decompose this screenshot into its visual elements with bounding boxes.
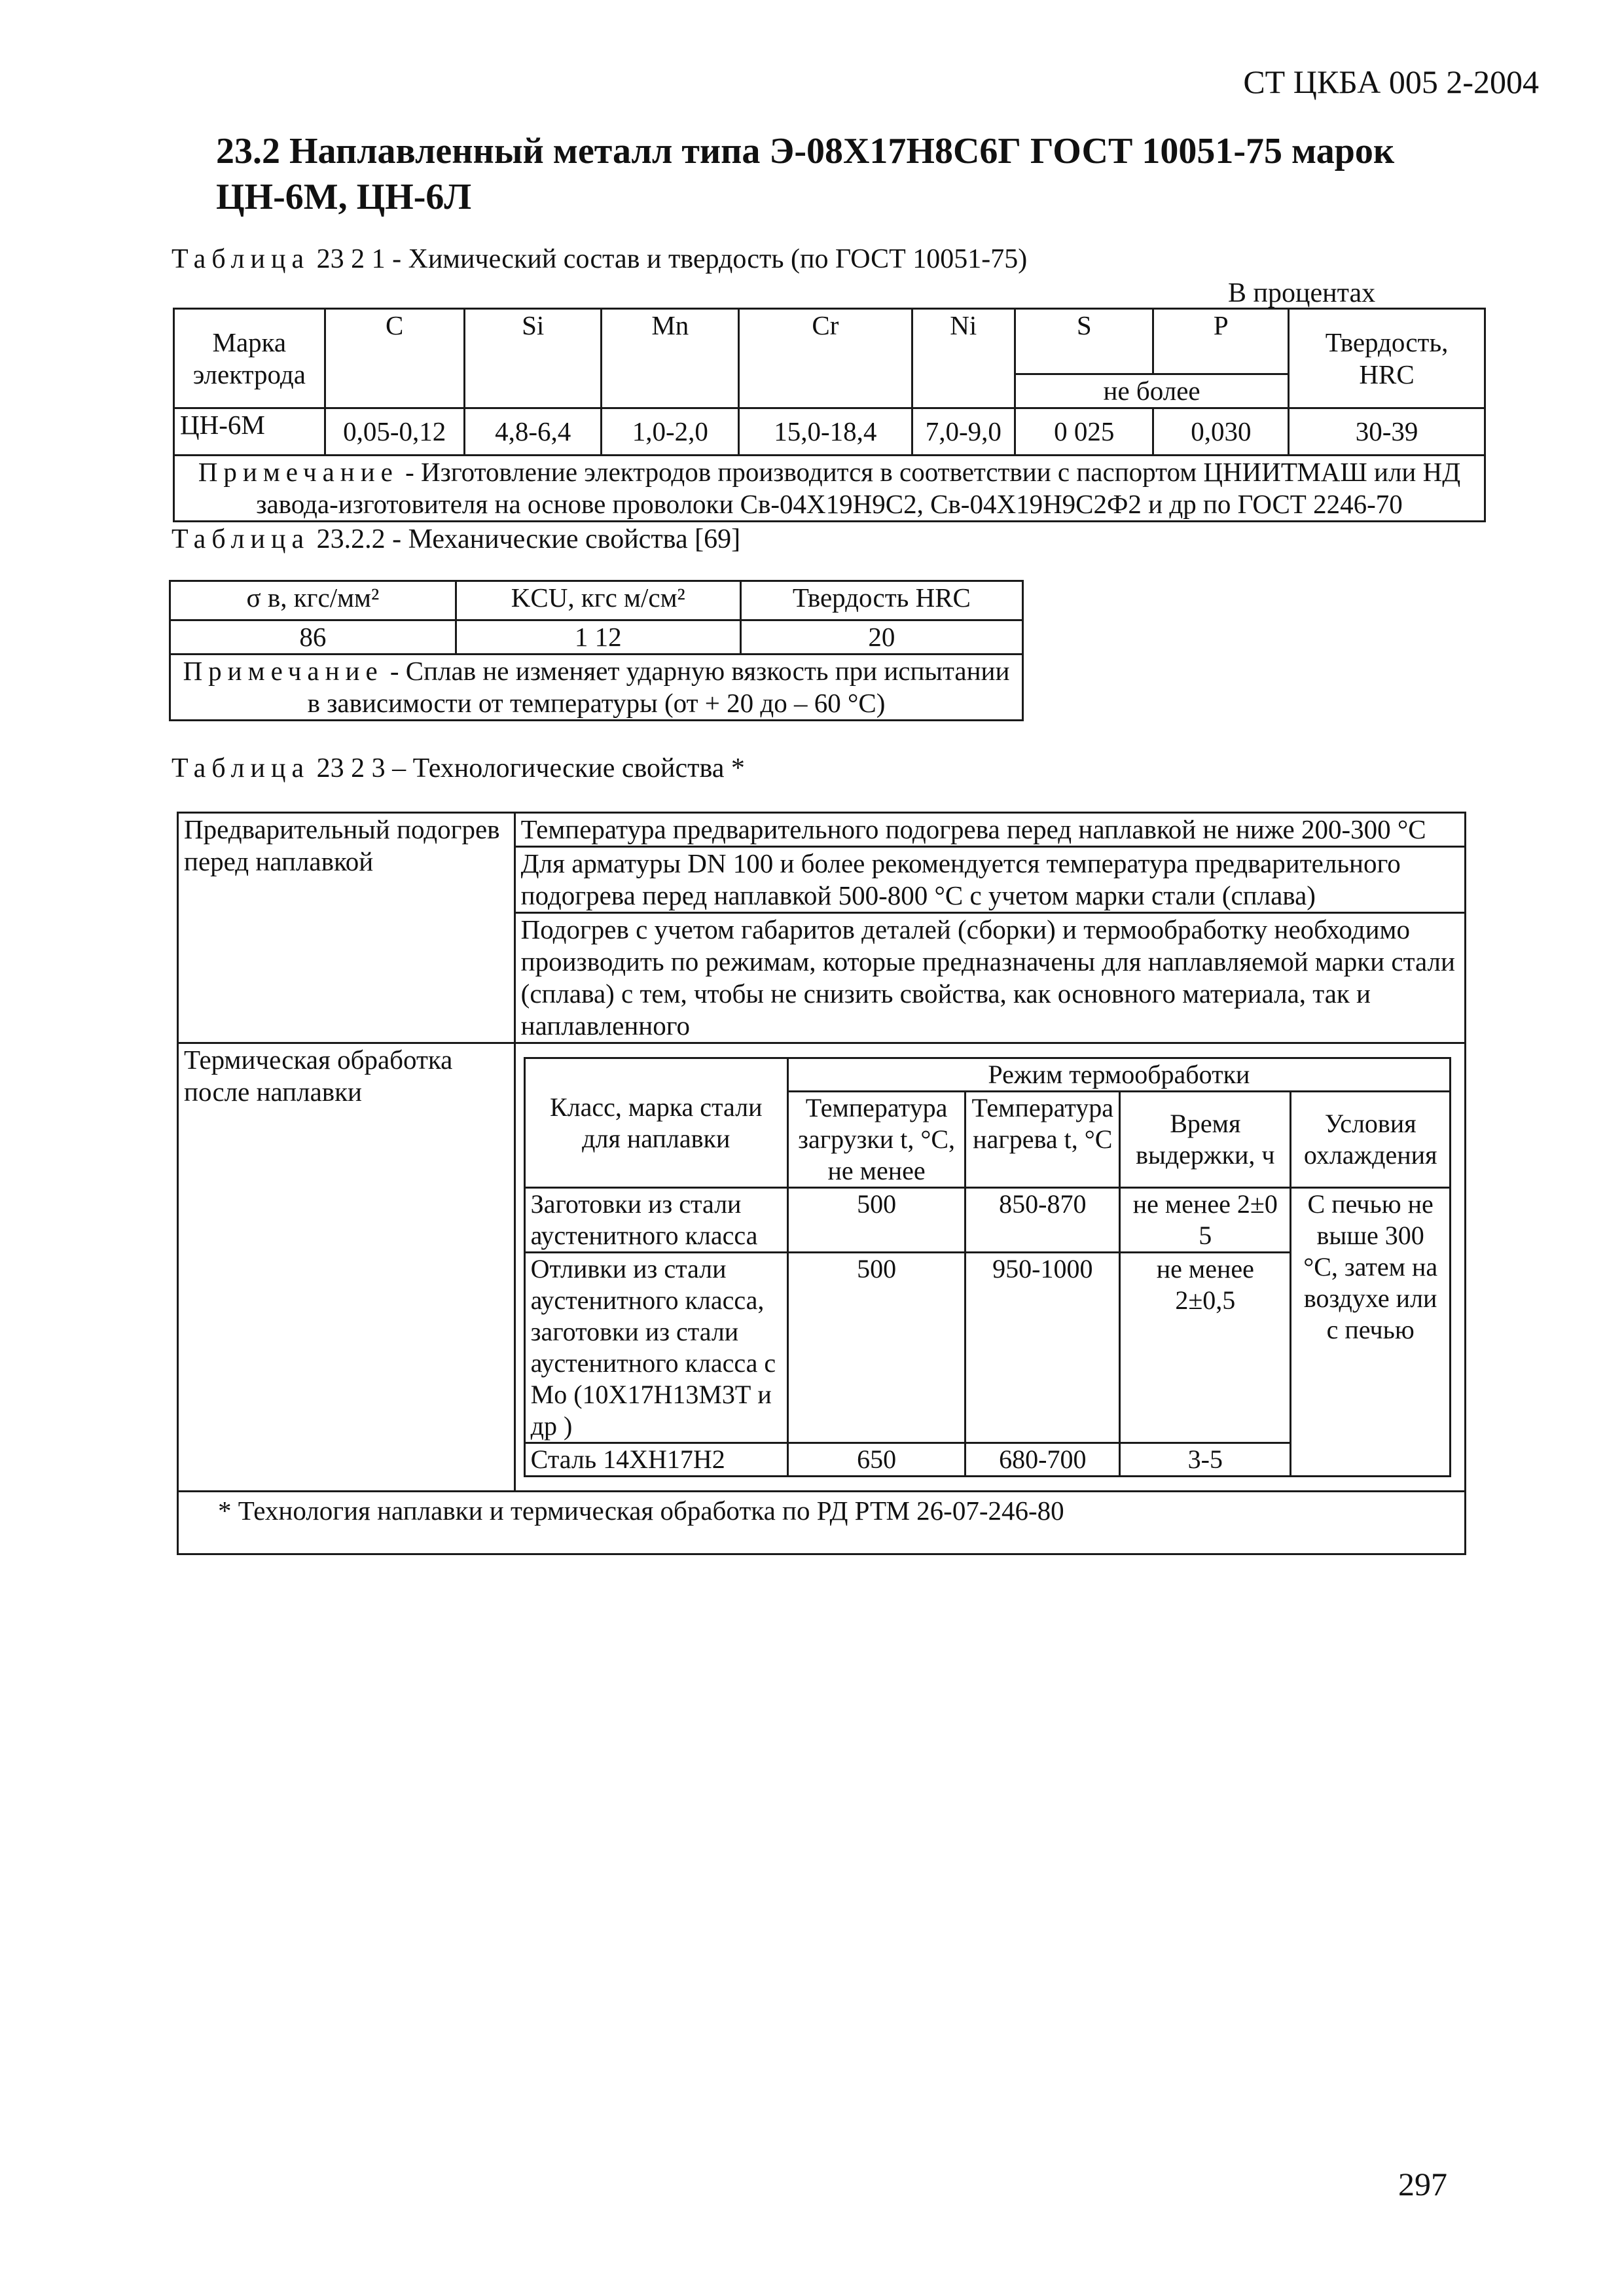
- cooling-header: Условия охлаждения: [1291, 1092, 1451, 1188]
- cell-kcu: 1 12: [456, 620, 740, 655]
- cell-mn: 1,0-2,0: [602, 408, 739, 456]
- chemical-composition-table: [173, 308, 1486, 522]
- header-p: P: [1153, 309, 1289, 374]
- row2-heat-temp: 950-1000: [965, 1253, 1120, 1443]
- document-code: СТ ЦКБА 005 2-2004: [1243, 63, 1539, 100]
- table3-caption-text: 23 2 3 – Технологические свойства *: [316, 753, 745, 783]
- cell-si: 4,8-6,4: [464, 408, 602, 456]
- page-number: 297: [1398, 2166, 1447, 2202]
- header-no-more: не более: [1015, 374, 1289, 408]
- heat-treatment-label: Термическая обработка после наплавки: [178, 1043, 515, 1492]
- row1-class: Заготовки из стали аустенитного класса: [524, 1188, 787, 1253]
- table3-caption: [171, 753, 745, 784]
- heat-treatment-cell: [514, 1043, 1465, 1492]
- technological-properties-table: [177, 812, 1466, 1555]
- row3-load-temp: 650: [787, 1443, 965, 1477]
- table1-note: [174, 456, 1485, 522]
- row1-heat-temp: 850-870: [965, 1188, 1120, 1253]
- header-si: Si: [464, 309, 602, 408]
- table3-caption-word: Таблица: [171, 753, 310, 783]
- table2-note-word: Примечание: [183, 656, 384, 686]
- table1-caption-word: Таблица: [171, 244, 310, 274]
- row3-hold-time: 3-5: [1120, 1443, 1291, 1477]
- table2-caption: [171, 524, 740, 555]
- cell-hardness-hrc: 20: [740, 620, 1022, 655]
- header-c: C: [325, 309, 464, 408]
- header-hardness: Твердость, HRC: [1289, 309, 1485, 408]
- heat-treatment-table: [524, 1057, 1451, 1477]
- preheat-text-3: Подогрев с учетом габаритов деталей (сборки) и термообработку необходимо производить по режимам, которые предназначены для наплавляемой марки стали (сплава) с тем, чтобы не снизить свойства, как основного материала, так и наплавленного: [514, 913, 1465, 1043]
- table3-footnote: * Технология наплавки и термическая обработка по РД РТМ 26-07-246-80: [178, 1492, 1466, 1554]
- load-temp-header: Температура загрузки t, °С, не менее: [787, 1092, 965, 1188]
- cell-ni: 7,0-9,0: [912, 408, 1015, 456]
- mechanical-properties-table: [169, 580, 1024, 721]
- row3-class: Сталь 14ХН17Н2: [524, 1443, 787, 1477]
- table2-caption-word: Таблица: [171, 524, 310, 554]
- cell-cr: 15,0-18,4: [739, 408, 912, 456]
- hold-time-header: Время выдержки, ч: [1120, 1092, 1291, 1188]
- table2-caption-text: 23.2.2 - Механические свойства [69]: [316, 524, 741, 554]
- cell-c: 0,05-0,12: [325, 408, 464, 456]
- header-kcu: KCU, кгс м/см²: [456, 581, 740, 620]
- header-mn: Mn: [602, 309, 739, 408]
- row2-load-temp: 500: [787, 1253, 965, 1443]
- preheat-label: Предварительный подогрев перед наплавкой: [178, 813, 515, 1043]
- header-sigma: σ в, кгс/мм²: [170, 581, 456, 620]
- cell-sigma: 86: [170, 620, 456, 655]
- header-s: S: [1015, 309, 1153, 374]
- header-hardness-hrc: Твердость HRC: [740, 581, 1022, 620]
- table2-note-text: - Сплав не изменяет ударную вязкость при испытании в зависимости от температуры (от + 20 до – 60 °С): [307, 656, 1010, 718]
- cooling-conditions: С печью не выше 300 °С, затем на воздухе или с печью: [1291, 1188, 1451, 1477]
- preheat-text-1: Температура предварительного подогрева перед наплавкой не ниже 200-300 °С: [514, 813, 1465, 847]
- heat-temp-header: Температура нагрева t, °С: [965, 1092, 1120, 1188]
- header-cr: Cr: [739, 309, 912, 408]
- table1-note-word: Примечание: [198, 457, 399, 487]
- table1-caption: [171, 243, 1027, 275]
- cell-hardness: 30-39: [1289, 408, 1485, 456]
- mode-header: Режим термообработки: [787, 1058, 1450, 1092]
- section-title: 23.2 Наплавленный металл типа Э-08Х17Н8С6Г ГОСТ 10051-75 марок ЦН-6М, ЦН-6Л: [216, 131, 1395, 217]
- class-header: Класс, марка стали для наплавки: [524, 1092, 787, 1188]
- header-ni: Ni: [912, 309, 1015, 408]
- cell-mark: ЦН-6М: [174, 408, 325, 456]
- row1-load-temp: 500: [787, 1188, 965, 1253]
- header-mark: Марка электрода: [174, 309, 325, 408]
- table1-units: В процентах: [1228, 278, 1376, 308]
- cell-s: 0 025: [1015, 408, 1153, 456]
- table2-note: [170, 655, 1023, 721]
- table1-caption-text: 23 2 1 - Химический состав и твердость (по ГОСТ 10051-75): [316, 244, 1028, 274]
- row2-class: Отливки из стали аустенитного класса, заготовки из стали аустенитного класса с Mo (10Х17Н13М3Т и др ): [524, 1253, 787, 1443]
- cell-p: 0,030: [1153, 408, 1289, 456]
- row1-hold-time: не менее 2±0 5: [1120, 1188, 1291, 1253]
- row2-hold-time: не менее 2±0,5: [1120, 1253, 1291, 1443]
- preheat-text-2: Для арматуры DN 100 и более рекомендуется температура предварительного подогрева перед наплавкой 500-800 °С с учетом марки стали (сплава): [514, 847, 1465, 913]
- table1-note-text: - Изготовление электродов производится в соответствии с паспортом ЦНИИТМАШ или НД завода-изготовителя на основе проволоки Св-04Х19Н9С2, Св-04Х19Н9С2Ф2 и др по ГОСТ 2246-70: [256, 457, 1461, 519]
- row3-heat-temp: 680-700: [965, 1443, 1120, 1477]
